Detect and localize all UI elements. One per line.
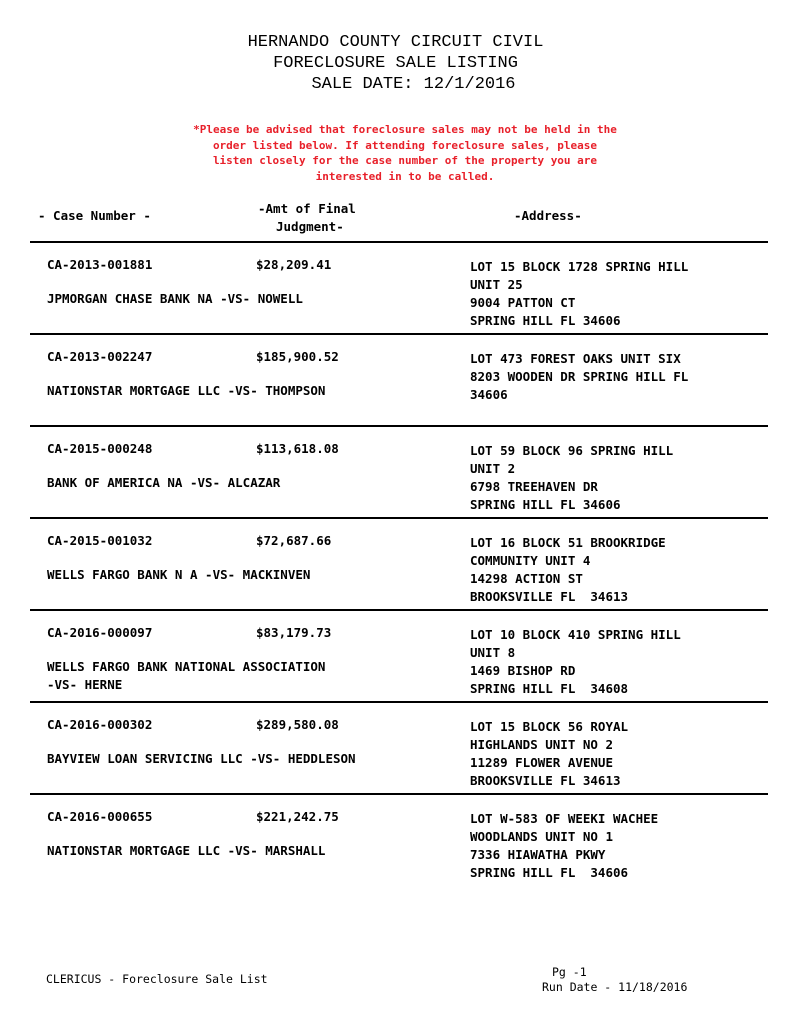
property-address-line: UNIT 25 bbox=[470, 277, 523, 292]
case-number: CA-2016-000302 bbox=[47, 717, 153, 732]
judgment-amount: $289,580.08 bbox=[256, 717, 339, 732]
row-divider bbox=[30, 793, 768, 795]
property-address-line: COMMUNITY UNIT 4 bbox=[470, 553, 591, 568]
property-address-line: 14298 ACTION ST bbox=[470, 571, 583, 586]
case-parties: JPMORGAN CHASE BANK NA -VS- NOWELL bbox=[47, 291, 303, 306]
judgment-amount: $221,242.75 bbox=[256, 809, 339, 824]
property-address-line: LOT 473 FOREST OAKS UNIT SIX bbox=[470, 351, 681, 366]
property-address-line: LOT 16 BLOCK 51 BROOKRIDGE bbox=[470, 535, 666, 550]
column-header-case-number: - Case Number - bbox=[38, 208, 151, 223]
footer-system-label: CLERICUS - Foreclosure Sale List bbox=[46, 972, 268, 986]
case-number: CA-2013-002247 bbox=[47, 349, 153, 364]
property-address-line: HIGHLANDS UNIT NO 2 bbox=[470, 737, 613, 752]
property-address-line: SPRING HILL FL 34608 bbox=[470, 681, 629, 696]
case-parties: WELLS FARGO BANK N A -VS- MACKINVEN bbox=[47, 567, 311, 582]
property-address-line: 8203 WOODEN DR SPRING HILL FL bbox=[470, 369, 689, 384]
property-address-line: LOT 15 BLOCK 1728 SPRING HILL bbox=[470, 259, 689, 274]
judgment-amount: $83,179.73 bbox=[256, 625, 332, 640]
column-header-amount-line1: -Amt of Final bbox=[258, 201, 356, 216]
case-parties: -VS- HERNE bbox=[47, 677, 123, 692]
case-number: CA-2016-000655 bbox=[47, 809, 153, 824]
property-address-line: BROOKSVILLE FL 34613 bbox=[470, 589, 629, 604]
property-address-line: SPRING HILL FL 34606 bbox=[470, 865, 629, 880]
row-divider bbox=[30, 609, 768, 611]
property-address-line: WOODLANDS UNIT NO 1 bbox=[470, 829, 613, 844]
property-address-line: 7336 HIAWATHA PKWY bbox=[470, 847, 606, 862]
property-address-line: UNIT 2 bbox=[470, 461, 516, 476]
report-subtitle: FORECLOSURE SALE LISTING bbox=[273, 54, 518, 73]
row-divider bbox=[30, 517, 768, 519]
property-address-line: 9004 PATTON CT bbox=[470, 295, 576, 310]
row-divider bbox=[30, 425, 768, 427]
judgment-amount: $28,209.41 bbox=[256, 257, 332, 272]
property-address-line: 1469 BISHOP RD bbox=[470, 663, 576, 678]
case-number: CA-2013-001881 bbox=[47, 257, 153, 272]
property-address-line: LOT 10 BLOCK 410 SPRING HILL bbox=[470, 627, 681, 642]
column-header-address: -Address- bbox=[514, 208, 582, 223]
property-address-line: LOT W-583 OF WEEKI WACHEE bbox=[470, 811, 659, 826]
row-divider bbox=[30, 333, 768, 335]
property-address-line: LOT 15 BLOCK 56 ROYAL bbox=[470, 719, 629, 734]
case-number: CA-2015-000248 bbox=[47, 441, 153, 456]
property-address-line: BROOKSVILLE FL 34613 bbox=[470, 773, 621, 788]
case-parties: BANK OF AMERICA NA -VS- ALCAZAR bbox=[47, 475, 281, 490]
case-number: CA-2015-001032 bbox=[47, 533, 153, 548]
report-title: HERNANDO COUNTY CIRCUIT CIVIL bbox=[247, 33, 544, 52]
case-parties: BAYVIEW LOAN SERVICING LLC -VS- HEDDLESON bbox=[47, 751, 356, 766]
header-rule bbox=[30, 241, 768, 243]
sale-date: SALE DATE: 12/1/2016 bbox=[311, 75, 516, 94]
property-address-line: 34606 bbox=[470, 387, 508, 402]
property-address-line: 11289 FLOWER AVENUE bbox=[470, 755, 613, 770]
property-address-line: UNIT 8 bbox=[470, 645, 516, 660]
case-parties: NATIONSTAR MORTGAGE LLC -VS- MARSHALL bbox=[47, 843, 326, 858]
case-parties: NATIONSTAR MORTGAGE LLC -VS- THOMPSON bbox=[47, 383, 326, 398]
judgment-amount: $113,618.08 bbox=[256, 441, 339, 456]
sale-order-notice: *Please be advised that foreclosure sales may not be held in the order listed below. If attending foreclosure sales, please listen closely for the case number of the property you are interested in to be called. bbox=[193, 123, 617, 183]
row-divider bbox=[30, 701, 768, 703]
judgment-amount: $185,900.52 bbox=[256, 349, 339, 364]
column-header-amount-line2: Judgment- bbox=[276, 219, 344, 234]
property-address-line: 6798 TREEHAVEN DR bbox=[470, 479, 598, 494]
footer-run-date: Run Date - 11/18/2016 bbox=[542, 980, 688, 994]
case-number: CA-2016-000097 bbox=[47, 625, 153, 640]
judgment-amount: $72,687.66 bbox=[256, 533, 332, 548]
property-address-line: LOT 59 BLOCK 96 SPRING HILL bbox=[470, 443, 674, 458]
case-parties: WELLS FARGO BANK NATIONAL ASSOCIATION bbox=[47, 659, 326, 674]
property-address-line: SPRING HILL FL 34606 bbox=[470, 313, 621, 328]
footer-page-number: Pg -1 bbox=[552, 965, 587, 979]
property-address-line: SPRING HILL FL 34606 bbox=[470, 497, 621, 512]
